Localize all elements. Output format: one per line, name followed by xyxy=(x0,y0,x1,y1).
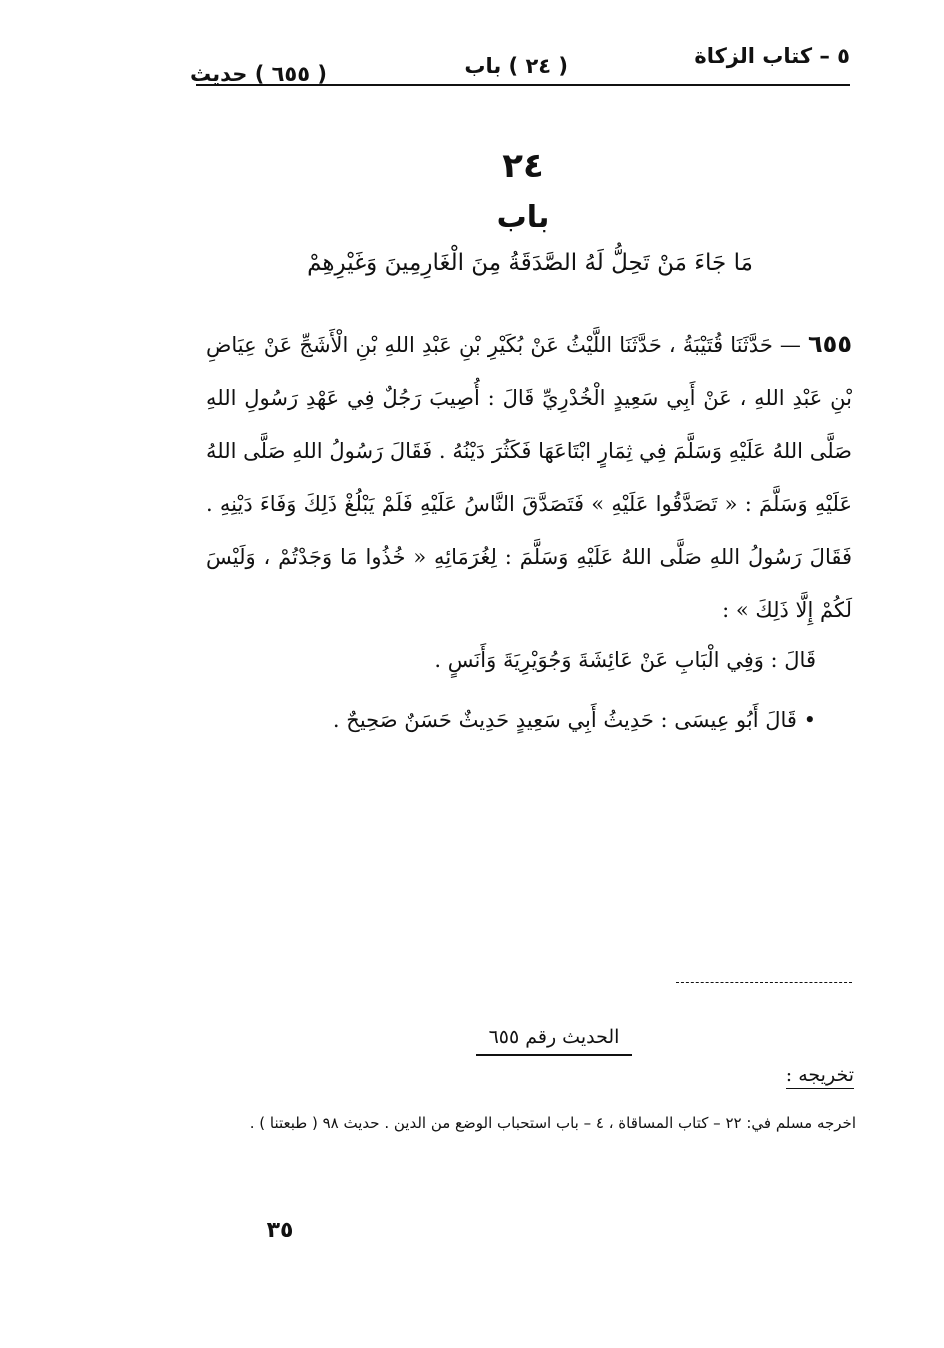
takhrij-heading xyxy=(760,1064,854,1086)
chapter-title: مَا جَاءَ مَنْ تَحِلُّ لَهُ الصَّدَقَةُ مِنَ الْغَارِمِينَ وَغَيْرِهِمْ xyxy=(307,250,753,276)
hadith-text-block xyxy=(206,318,852,637)
footnote-divider xyxy=(676,982,852,983)
footnote-title: الحديث رقم ٦٥٥ xyxy=(476,1026,632,1056)
running-header xyxy=(190,40,850,84)
hadith-body: — حَدَّثَنَا قُتَيْبَةُ ، حَدَّثَنَا اللَّيْثُ عَنْ بُكَيْرِ بْنِ عَبْدِ اللهِ بْنِ الْأَشَجِّ عَنْ عِيَاضِ بْنِ عَبْدِ اللهِ ، عَنْ أَبِي سَعِيدٍ الْخُدْرِيِّ قَالَ : أُصِيبَ رَجُلٌ فِي عَهْدِ رَسُولِ اللهِ صَلَّى اللهُ عَلَيْهِ وَسَلَّمَ فِي ثِمَارٍ ابْتَاعَهَا فَكَثُرَ دَيْنُهُ . فَقَالَ رَسُولُ اللهِ صَلَّى اللهُ عَلَيْهِ وَسَلَّمَ : « تَصَدَّقُوا عَلَيْهِ » فَتَصَدَّقَ النَّاسُ عَلَيْهِ فَلَمْ يَبْلُغْ ذَلِكَ وَفَاءَ دَيْنِهِ . فَقَالَ رَسُولُ اللهِ صَلَّى اللهُ عَلَيْهِ وَسَلَّمَ : لِغُرَمَائِهِ « خُذُوا مَا وَجَدْتُمْ ، وَلَيْسَ لَكُمْ إِلَّا ذَلِكَ » : xyxy=(206,333,852,622)
hadith-number: ٦٥٥ xyxy=(808,330,852,358)
header-divider xyxy=(196,84,850,86)
chapter-word: باب xyxy=(496,200,550,235)
chapter-note: قَالَ : وَفِي الْبَابِ عَنْ عَائِشَةَ وَجُوَيْرِيَةَ وَأَنَسٍ . xyxy=(434,648,816,672)
grading-note: • قَالَ أَبُو عِيسَى : حَدِيثُ أَبِي سَعِيدٍ حَدِيثٌ حَسَنٌ صَحِيحٌ . xyxy=(332,708,816,732)
takhrij-label: تخريجه : xyxy=(786,1064,854,1089)
chapter-number: ٢٤ xyxy=(502,146,544,186)
header-hadith-label: ( ٦٥٥ ) حديث xyxy=(190,62,327,86)
page-number: ٣٥ xyxy=(266,1218,294,1243)
footnote-text: اخرجه مسلم في: ٢٢ – كتاب المساقاة ، ٤ – باب استحباب الوضع من الدين . حديث ٩٨ ( طبعتنا ) . xyxy=(249,1114,856,1132)
header-book-title: ٥ – كتاب الزكاة xyxy=(694,44,850,68)
header-chapter-label: ( ٢٤ ) باب xyxy=(464,54,568,78)
